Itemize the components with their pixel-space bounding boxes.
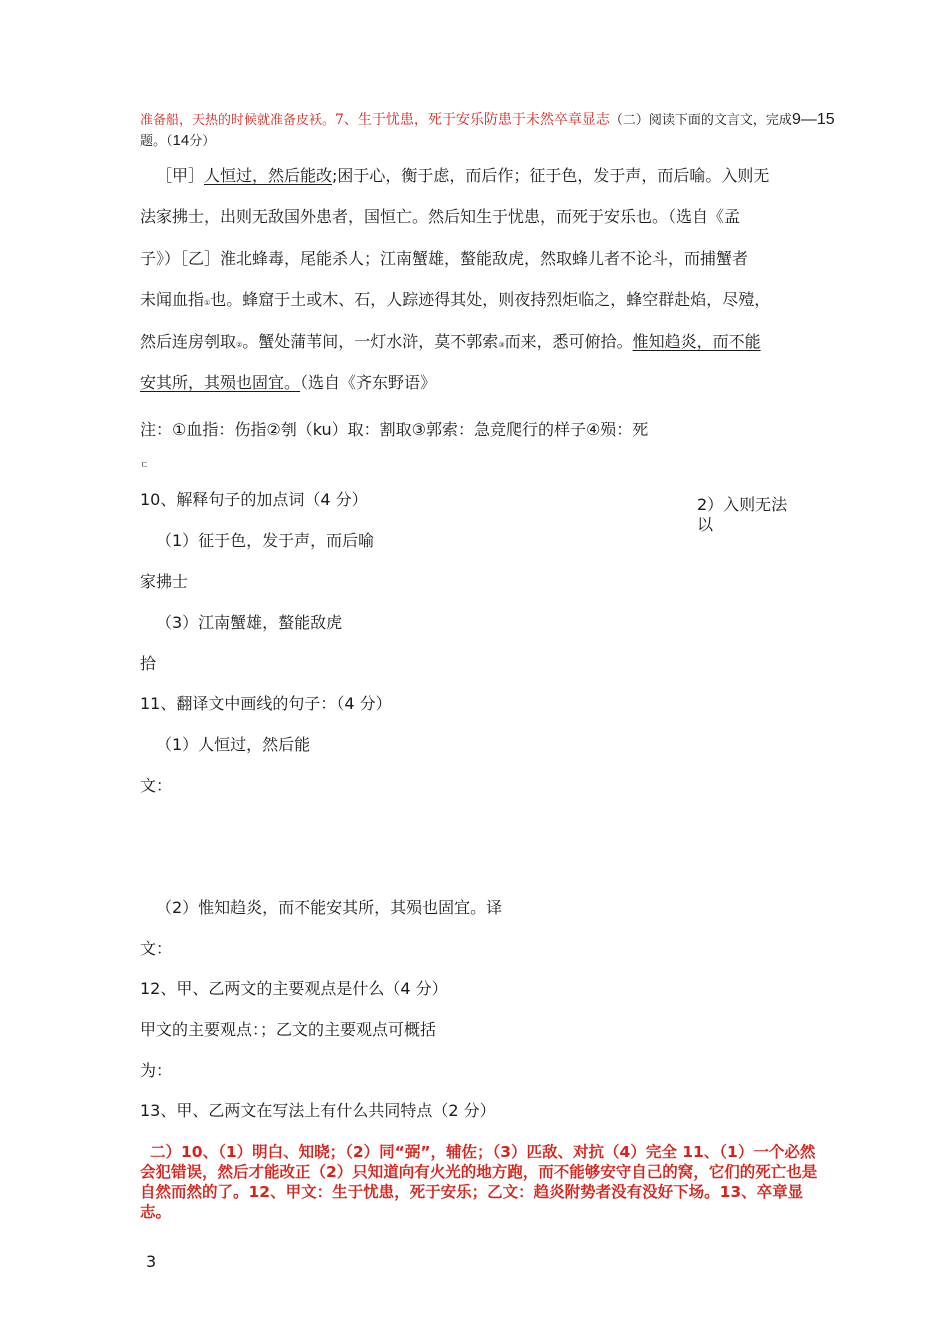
q12-line2: 为： — [140, 1061, 173, 1080]
header-line2a: 题。（ — [140, 134, 173, 149]
passage-line6b: （选自《齐东野语》 — [300, 373, 437, 392]
jia-underlined-sentence: 人恒过，然后能改 — [204, 166, 333, 185]
passage-line-2: 法家拂士，出则无敌国外患者，国恒亡。然后知生于忧患，而死于安乐也。（选自《孟 — [140, 207, 741, 226]
header-line2b: 分） — [189, 134, 216, 149]
jia-rest: ;困于心，衡于虑，而后作；征于色，发于声，而后喻。入则无 — [332, 166, 770, 185]
q12-line1: 甲文的主要观点：；乙文的主要观点可概括 — [140, 1020, 437, 1039]
header-range: 9—15 — [791, 111, 835, 128]
stray-mark: ㄷ — [140, 461, 149, 471]
q10-title: 10、解释句子的加点词（4 分） — [140, 490, 368, 509]
passage-line5b: 。蟹处蒲苇间，一灯水浒，莫不郭索 — [242, 332, 499, 351]
q10-side-sub2-cont: 以 — [697, 515, 714, 534]
header-part1: 准备船，天热的时候就准备皮袄。 — [140, 113, 336, 128]
note-marker-3: ③ — [498, 341, 505, 349]
q11-sub2-cont: 文： — [140, 939, 173, 958]
q10-side-sub2: 2）入则无法 — [697, 495, 788, 514]
passage-line-5 — [140, 332, 761, 355]
yi-underlined-sentence-b: 安其所，其殒也固宜。 — [140, 373, 301, 392]
passage-line-3: 子》）［乙］淮北蜂毒，尾能杀人；江南蟹雄，螯能敌虎，然取蜂儿者不论斗，而捕蟹者 — [140, 249, 749, 268]
passage-line4a: 未闻血指 — [140, 290, 205, 309]
annotation-notes: 注：①血指：伤指②刳（ku）取：割取③郭索：急竞爬行的样子④殒：死 — [140, 420, 649, 439]
q10-sub3: （3）江南蟹雄，螯能敌虎 — [156, 613, 343, 632]
passage-line-6 — [140, 373, 436, 393]
q11-sub1-cont: 文： — [140, 776, 173, 795]
passage-line4b: 也。蜂窟于土或木、石，人踪迹得其处，则夜持烈炬临之，蜂空群赴焰，尽殪， — [210, 290, 771, 309]
note-marker-2: ② — [236, 341, 243, 349]
header-line-2 — [140, 130, 215, 149]
page-number: 3 — [146, 1252, 157, 1271]
header-part3: （二）阅读下面的文言文，完成 — [609, 113, 792, 128]
passage-line-1 — [156, 166, 769, 186]
yi-underlined-sentence-a: 惟知趋炎，而不能 — [632, 332, 761, 351]
q10-sub4-cont: 拾 — [140, 654, 157, 673]
jia-tag: ［甲］ — [156, 166, 205, 185]
header-line-1 — [140, 109, 835, 129]
q11-sub1: （1）人恒过，然后能 — [156, 735, 311, 754]
passage-line5a: 然后连房刳取 — [140, 332, 237, 351]
header-part2: 7、生于忧患，死于安乐防患于未然卒章显志 — [335, 112, 610, 128]
q11-sub2: （2）惟知趋炎，而不能安其所，其殒也固宜。译 — [156, 898, 503, 917]
answer-key: 二）10、（1）明白、知晓；（2）同“弼”，辅佐；（3）匹敌、对抗（4）完全 11、（1）一个必然会犯错误，然后才能改正（2）只知道向有火光的地方跑，而不能够安守自己的窝，它们的死亡也是自然而然的了。12、甲文：生于忧患，死于安乐；乙文：趋炎附势者没有没好下场。13、卒章显志。 — [140, 1143, 818, 1221]
q10-sub1: （1）征于色，发于声，而后喻 — [156, 531, 375, 550]
q12-title: 12、甲、乙两文的主要观点是什么（4 分） — [140, 979, 448, 998]
note-marker-1: ① — [204, 299, 211, 307]
header-score: 14 — [172, 132, 190, 149]
q13-title: 13、甲、乙两文在写法上有什么共同特点（2 分） — [140, 1101, 496, 1120]
q10-sub2-cont: 家拂士 — [140, 572, 189, 591]
passage-line-4 — [140, 290, 770, 313]
passage-line5c: 而来，悉可俯拾。 — [504, 332, 633, 351]
q11-title: 11、翻译文中画线的句子：（4 分） — [140, 694, 392, 713]
